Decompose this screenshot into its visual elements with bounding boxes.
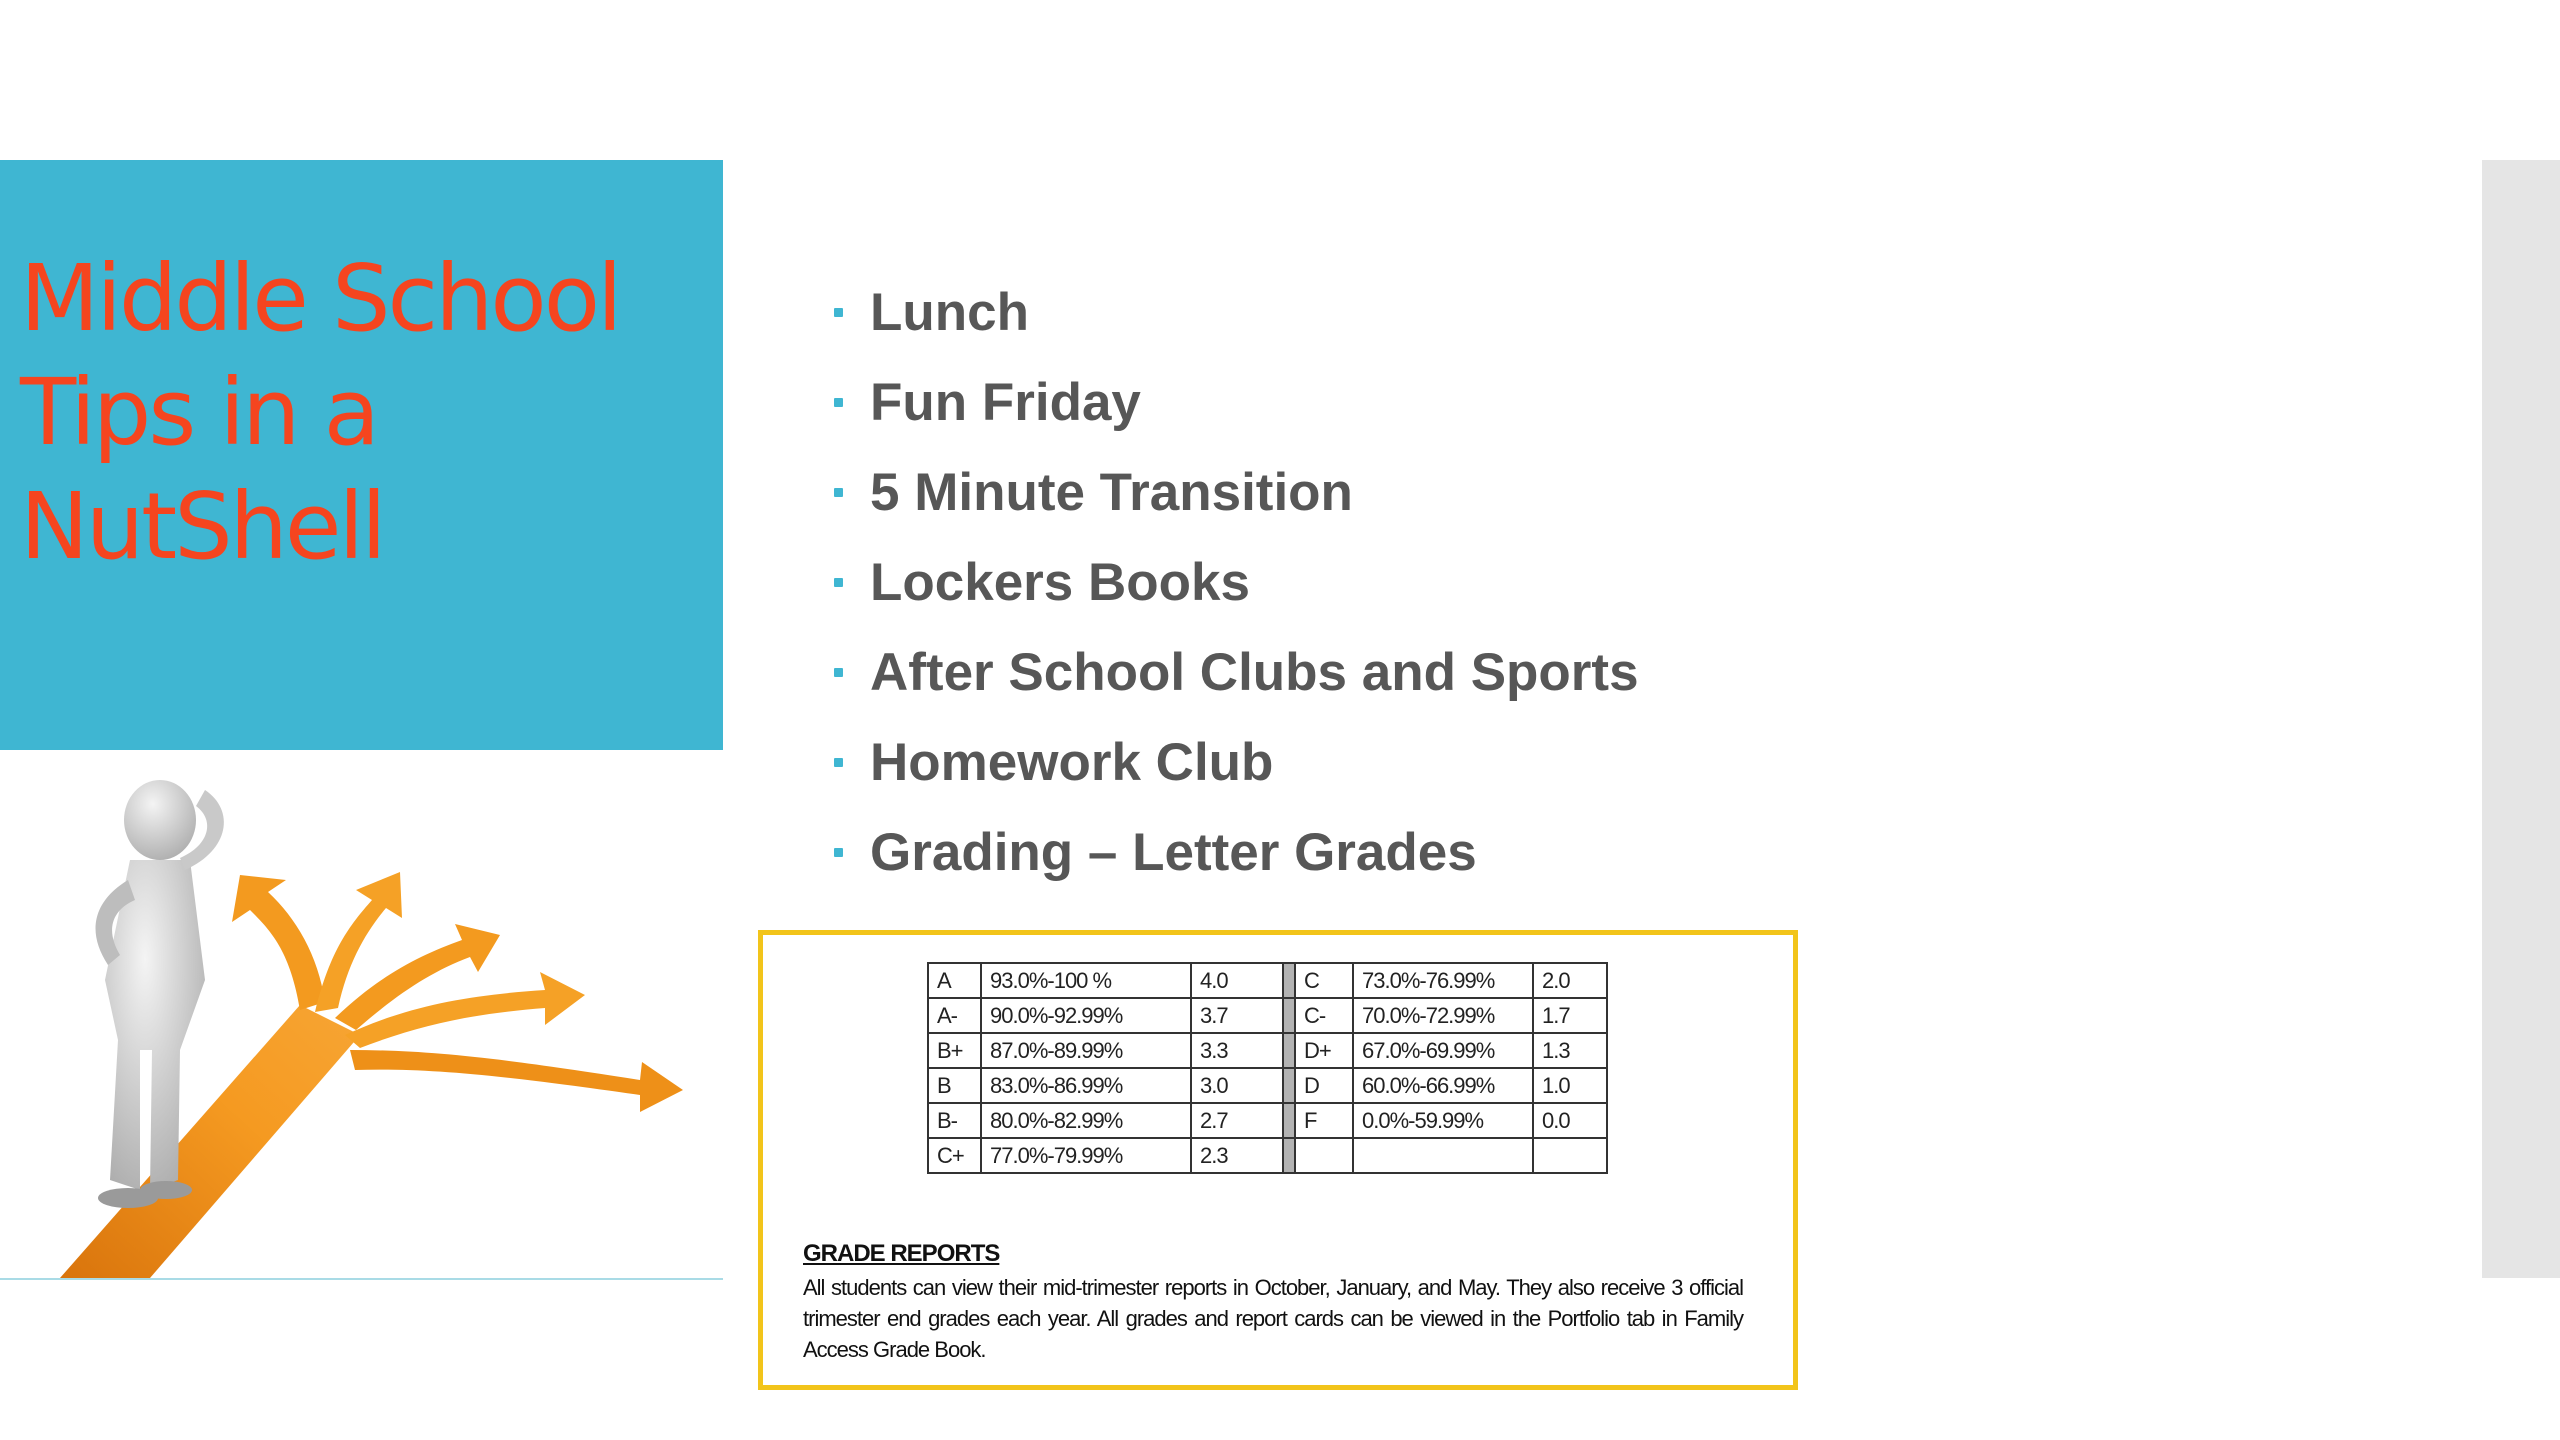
bullet-icon	[834, 668, 843, 677]
points-cell: 2.3	[1191, 1138, 1283, 1173]
grade-cell: A	[928, 963, 981, 998]
bullet-icon	[834, 758, 843, 767]
table-separator	[1283, 1103, 1295, 1138]
points-cell	[1533, 1138, 1607, 1173]
range-cell: 83.0%-86.99%	[981, 1068, 1191, 1103]
table-row	[928, 1068, 1607, 1103]
bullet-text: Homework Club	[870, 733, 1274, 792]
bullet-item	[830, 628, 1639, 718]
grade-scale-image	[758, 930, 1798, 1390]
grade-cell	[1295, 1138, 1353, 1173]
bullet-text: Grading – Letter Grades	[870, 823, 1477, 882]
table-row	[928, 998, 1607, 1033]
range-cell: 0.0%-59.99%	[1353, 1103, 1533, 1138]
bullet-item	[830, 358, 1639, 448]
grade-cell: D	[1295, 1068, 1353, 1103]
grade-cell: C+	[928, 1138, 981, 1173]
grade-cell: D+	[1295, 1033, 1353, 1068]
range-cell: 70.0%-72.99%	[1353, 998, 1533, 1033]
points-cell: 3.3	[1191, 1033, 1283, 1068]
range-cell: 73.0%-76.99%	[1353, 963, 1533, 998]
points-cell: 3.0	[1191, 1068, 1283, 1103]
table-row	[928, 1138, 1607, 1173]
range-cell: 67.0%-69.99%	[1353, 1033, 1533, 1068]
range-cell: 90.0%-92.99%	[981, 998, 1191, 1033]
bullet-icon	[834, 488, 843, 497]
bullet-item	[830, 538, 1639, 628]
range-cell: 87.0%-89.99%	[981, 1033, 1191, 1068]
grade-cell: B-	[928, 1103, 981, 1138]
points-cell: 1.7	[1533, 998, 1607, 1033]
bullet-text: 5 Minute Transition	[870, 463, 1353, 522]
range-cell	[1353, 1138, 1533, 1173]
bullet-icon	[834, 398, 843, 407]
range-cell: 80.0%-82.99%	[981, 1103, 1191, 1138]
grade-scale-table	[927, 962, 1608, 1174]
slide-title: Middle School Tips in a NutShell	[20, 245, 620, 580]
bullet-text: Fun Friday	[870, 373, 1141, 432]
bullet-icon	[834, 578, 843, 587]
points-cell: 2.0	[1533, 963, 1607, 998]
grade-cell: B	[928, 1068, 981, 1103]
person-at-crossroads-icon	[0, 750, 723, 1278]
table-separator	[1283, 963, 1295, 998]
range-cell: 93.0%-100 %	[981, 963, 1191, 998]
right-edge-strip	[2482, 160, 2560, 1278]
points-cell: 2.7	[1191, 1103, 1283, 1138]
bullet-item	[830, 808, 1639, 898]
bullet-icon	[834, 308, 843, 317]
grade-reports-body: All students can view their mid-trimester reports in October, January, and May. They also receive 3 official trimester end grades each year. All grades and report cards can be viewed in the Portfolio tab in Family Access Grade Book.	[803, 1275, 1743, 1362]
table-separator	[1283, 1068, 1295, 1103]
bullet-item	[830, 268, 1639, 358]
table-separator	[1283, 1033, 1295, 1068]
grade-cell: C-	[1295, 998, 1353, 1033]
points-cell: 1.3	[1533, 1033, 1607, 1068]
table-separator	[1283, 998, 1295, 1033]
grade-cell: F	[1295, 1103, 1353, 1138]
table-separator	[1283, 1138, 1295, 1173]
grade-cell: A-	[928, 998, 981, 1033]
points-cell: 4.0	[1191, 963, 1283, 998]
grade-cell: B+	[928, 1033, 981, 1068]
points-cell: 3.7	[1191, 998, 1283, 1033]
table-row	[928, 1033, 1607, 1068]
grade-reports-heading: GRADE REPORTS	[803, 1240, 1000, 1267]
bullet-item	[830, 448, 1639, 538]
bullet-text: Lunch	[870, 283, 1029, 342]
bullet-text: Lockers Books	[870, 553, 1250, 612]
grade-cell: C	[1295, 963, 1353, 998]
points-cell: 0.0	[1533, 1103, 1607, 1138]
table-row	[928, 963, 1607, 998]
crossroads-image	[0, 750, 723, 1280]
bullet-item	[830, 718, 1639, 808]
bullet-list	[830, 268, 1639, 898]
range-cell: 60.0%-66.99%	[1353, 1068, 1533, 1103]
points-cell: 1.0	[1533, 1068, 1607, 1103]
bullet-text: After School Clubs and Sports	[870, 643, 1639, 702]
range-cell: 77.0%-79.99%	[981, 1138, 1191, 1173]
bullet-icon	[834, 848, 843, 857]
table-row	[928, 1103, 1607, 1138]
